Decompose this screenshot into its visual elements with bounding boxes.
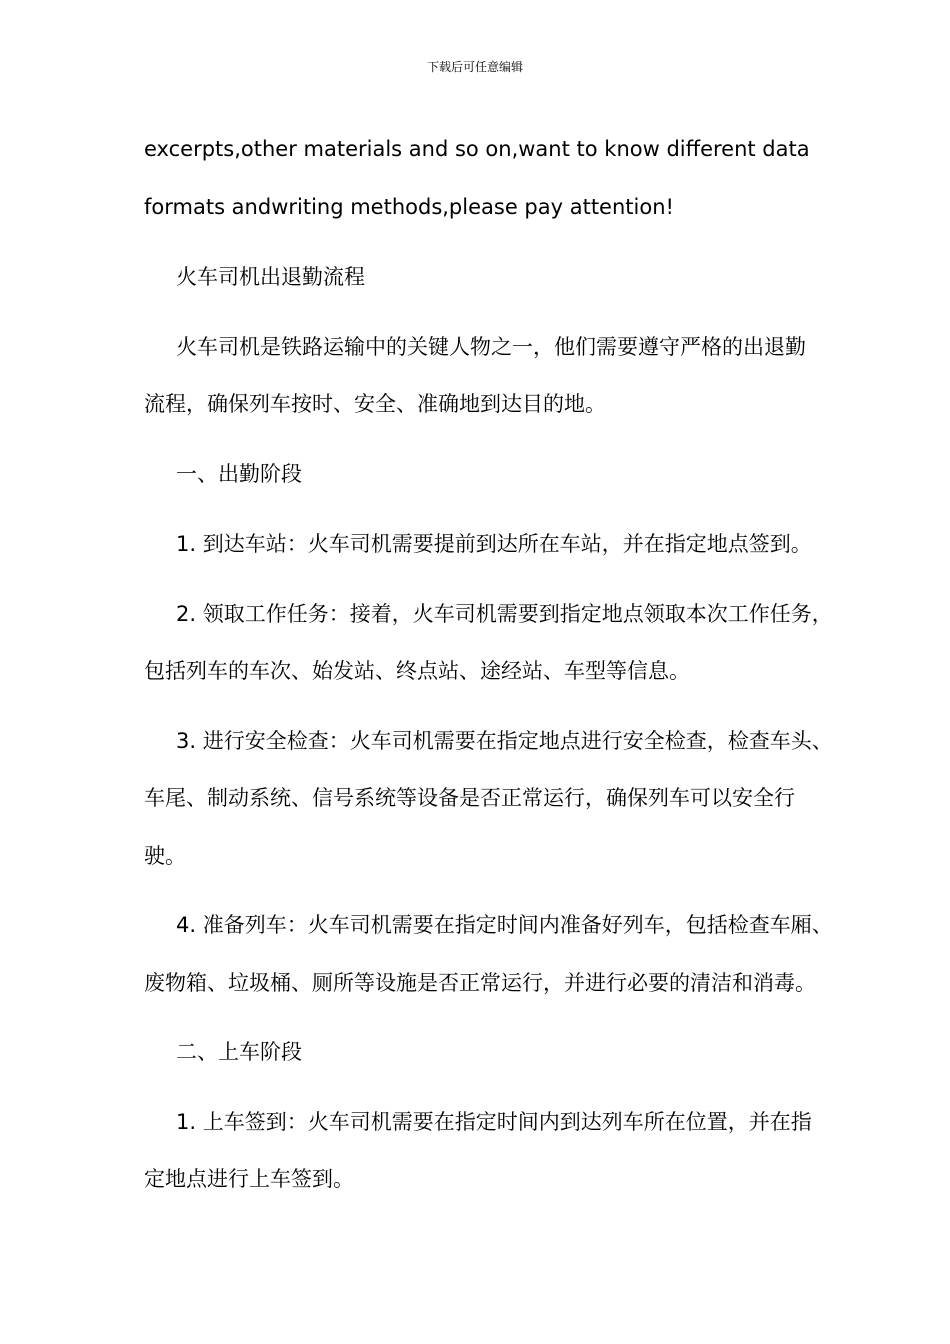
heading-stage-2: 二、上车阶段 xyxy=(176,1040,302,1064)
item-1-2-line-1: 2. 领取工作任务：接着，火车司机需要到指定地点领取本次工作任务， xyxy=(176,602,833,626)
item-2-1-line-2: 定地点进行上车签到。 xyxy=(144,1167,354,1191)
item-2-1-line-1: 1. 上车签到：火车司机需要在指定时间内到达列车所在位置，并在指 xyxy=(176,1110,812,1134)
intro-line-2: 流程，确保列车按时、安全、准确地到达目的地。 xyxy=(144,392,606,416)
item-1-4-line-1: 4. 准备列车：火车司机需要在指定时间内准备好列车，包括检查车厢、 xyxy=(176,913,833,937)
heading-stage-1: 一、出勤阶段 xyxy=(176,462,302,486)
item-1-3-line-1: 3. 进行安全检查：火车司机需要在指定地点进行安全检查，检查车头、 xyxy=(176,729,833,753)
item-1-3-line-3: 驶。 xyxy=(144,844,186,868)
item-1-3-line-2: 车尾、制动系统、信号系统等设备是否正常运行，确保列车可以安全行 xyxy=(144,786,795,810)
item-1-1: 1. 到达车站：火车司机需要提前到达所在车站，并在指定地点签到。 xyxy=(176,532,812,556)
body-line-2: formats andwriting methods,please pay attention! xyxy=(144,195,674,219)
item-1-2-line-2: 包括列车的车次、始发站、终点站、途经站、车型等信息。 xyxy=(144,659,690,683)
intro-line-1: 火车司机是铁路运输中的关键人物之一，他们需要遵守严格的出退勤 xyxy=(176,335,806,359)
section-title: 火车司机出退勤流程 xyxy=(176,265,365,289)
item-1-4-line-2: 废物箱、垃圾桶、厕所等设施是否正常运行，并进行必要的清洁和消毒。 xyxy=(144,971,816,995)
body-line-1: excerpts,other materials and so on,want to know different data xyxy=(144,137,810,161)
page-header: 下载后可任意编辑 xyxy=(426,60,523,74)
